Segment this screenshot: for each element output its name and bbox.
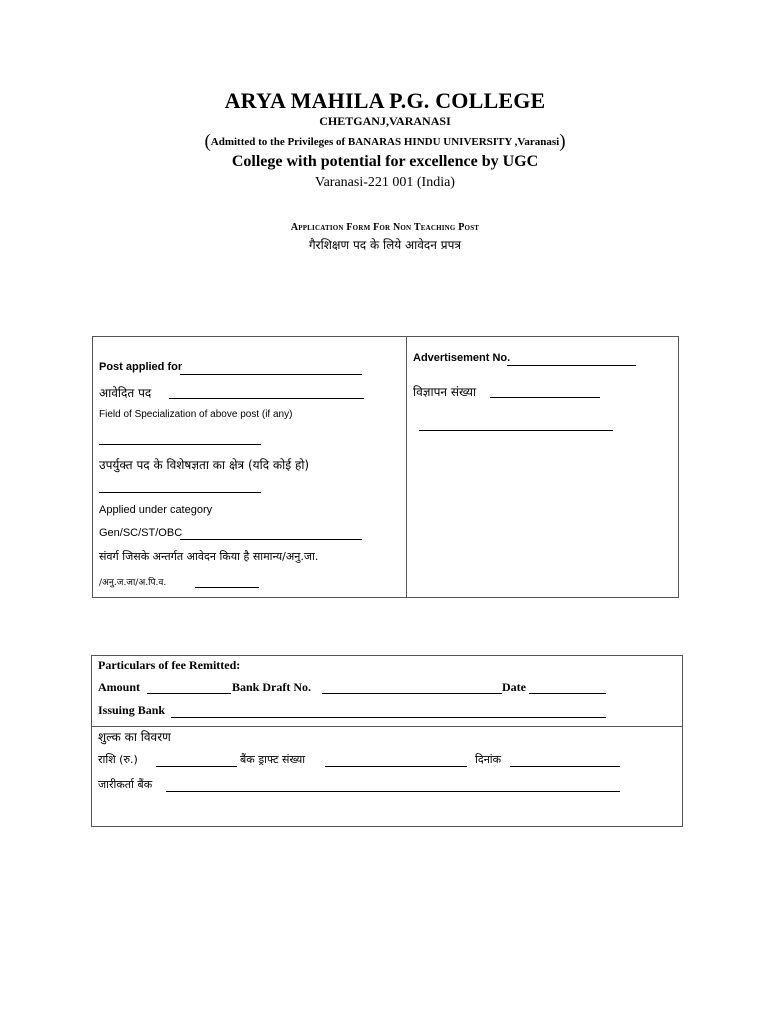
form-title-hindi: गैरशिक्षण पद के लिये आवेदन प्रपत्र [308,238,462,252]
amount-label: Amount [98,680,141,694]
fee-heading: Particulars of fee Remitted: [98,658,241,672]
college-name: ARYA MAHILA P.G. COLLEGE [224,88,546,113]
date-label-hindi: दिनांक [475,753,502,766]
category-field-hindi[interactable] [195,587,259,588]
advertisement-field[interactable] [507,365,636,366]
post-details-box [92,336,679,598]
issuing-bank-label-hindi: जारीकर्ता बैंक [98,778,153,791]
fee-details-box [91,655,683,827]
specialization-field-hindi[interactable] [99,492,261,493]
amount-field[interactable] [147,693,231,694]
close-paren: ) [559,131,566,152]
form-title: Application Form For Non Teaching Post [290,222,480,233]
fee-heading-hindi: शुल्क का विवरण [98,730,171,744]
date-field-hindi[interactable] [510,766,620,767]
date-label: Date [502,680,526,694]
issuing-bank-label: Issuing Bank [98,703,166,717]
bank-draft-label-hindi: बैंक ड्राफ्ट संख्या [240,753,306,766]
college-location: CHETGANJ,VARANASI [319,114,451,128]
column-divider [406,337,407,597]
advertisement-extra-field[interactable] [419,430,613,431]
specialization-label-hindi: उपर्युक्त पद के विशेषज्ञता का क्षेत्र (यदि कोई हो) [99,458,310,472]
specialization-label: Field of Specialization of above post (if any) [99,409,293,420]
category-field[interactable] [180,539,362,540]
amount-label-hindi: राशि (रु.) [98,753,138,766]
advertisement-label: Advertisement No. [413,352,511,364]
open-paren: ( [204,131,211,152]
bank-draft-field-hindi[interactable] [325,766,467,767]
post-applied-field[interactable] [180,374,362,375]
bank-draft-field[interactable] [322,693,502,694]
specialization-field[interactable] [99,444,261,445]
category-label-hindi-2: /अनु.ज.जा/अ.पि.व. [99,578,167,588]
post-applied-field-hindi[interactable] [169,398,364,399]
post-applied-label: Post applied for [99,361,183,373]
amount-field-hindi[interactable] [156,766,237,767]
issuing-bank-field-hindi[interactable] [166,791,620,792]
pincode-line: Varanasi-221 001 (India) [315,175,455,190]
category-values: Gen/SC/ST/OBC [99,527,183,539]
bank-draft-label: Bank Draft No. [232,680,312,694]
privileges-line [0,131,770,153]
advertisement-label-hindi: विज्ञापन संख्या [413,385,477,399]
category-label-hindi-1: संवर्ग जिसके अन्तर्गत आवेदन किया है सामान्य/अनु.जा. [99,550,319,563]
advertisement-field-hindi[interactable] [490,397,600,398]
category-label: Applied under category [99,504,213,516]
fee-divider [92,726,682,727]
privileges-text: Admitted to the Privileges of BANARAS HINDU UNIVERSITY ,Varanasi [210,136,560,148]
date-field[interactable] [529,693,606,694]
issuing-bank-field[interactable] [171,717,606,718]
potential-line: College with potential for excellence by UGC [231,153,539,170]
post-applied-label-hindi: आवेदित पद [99,386,152,400]
